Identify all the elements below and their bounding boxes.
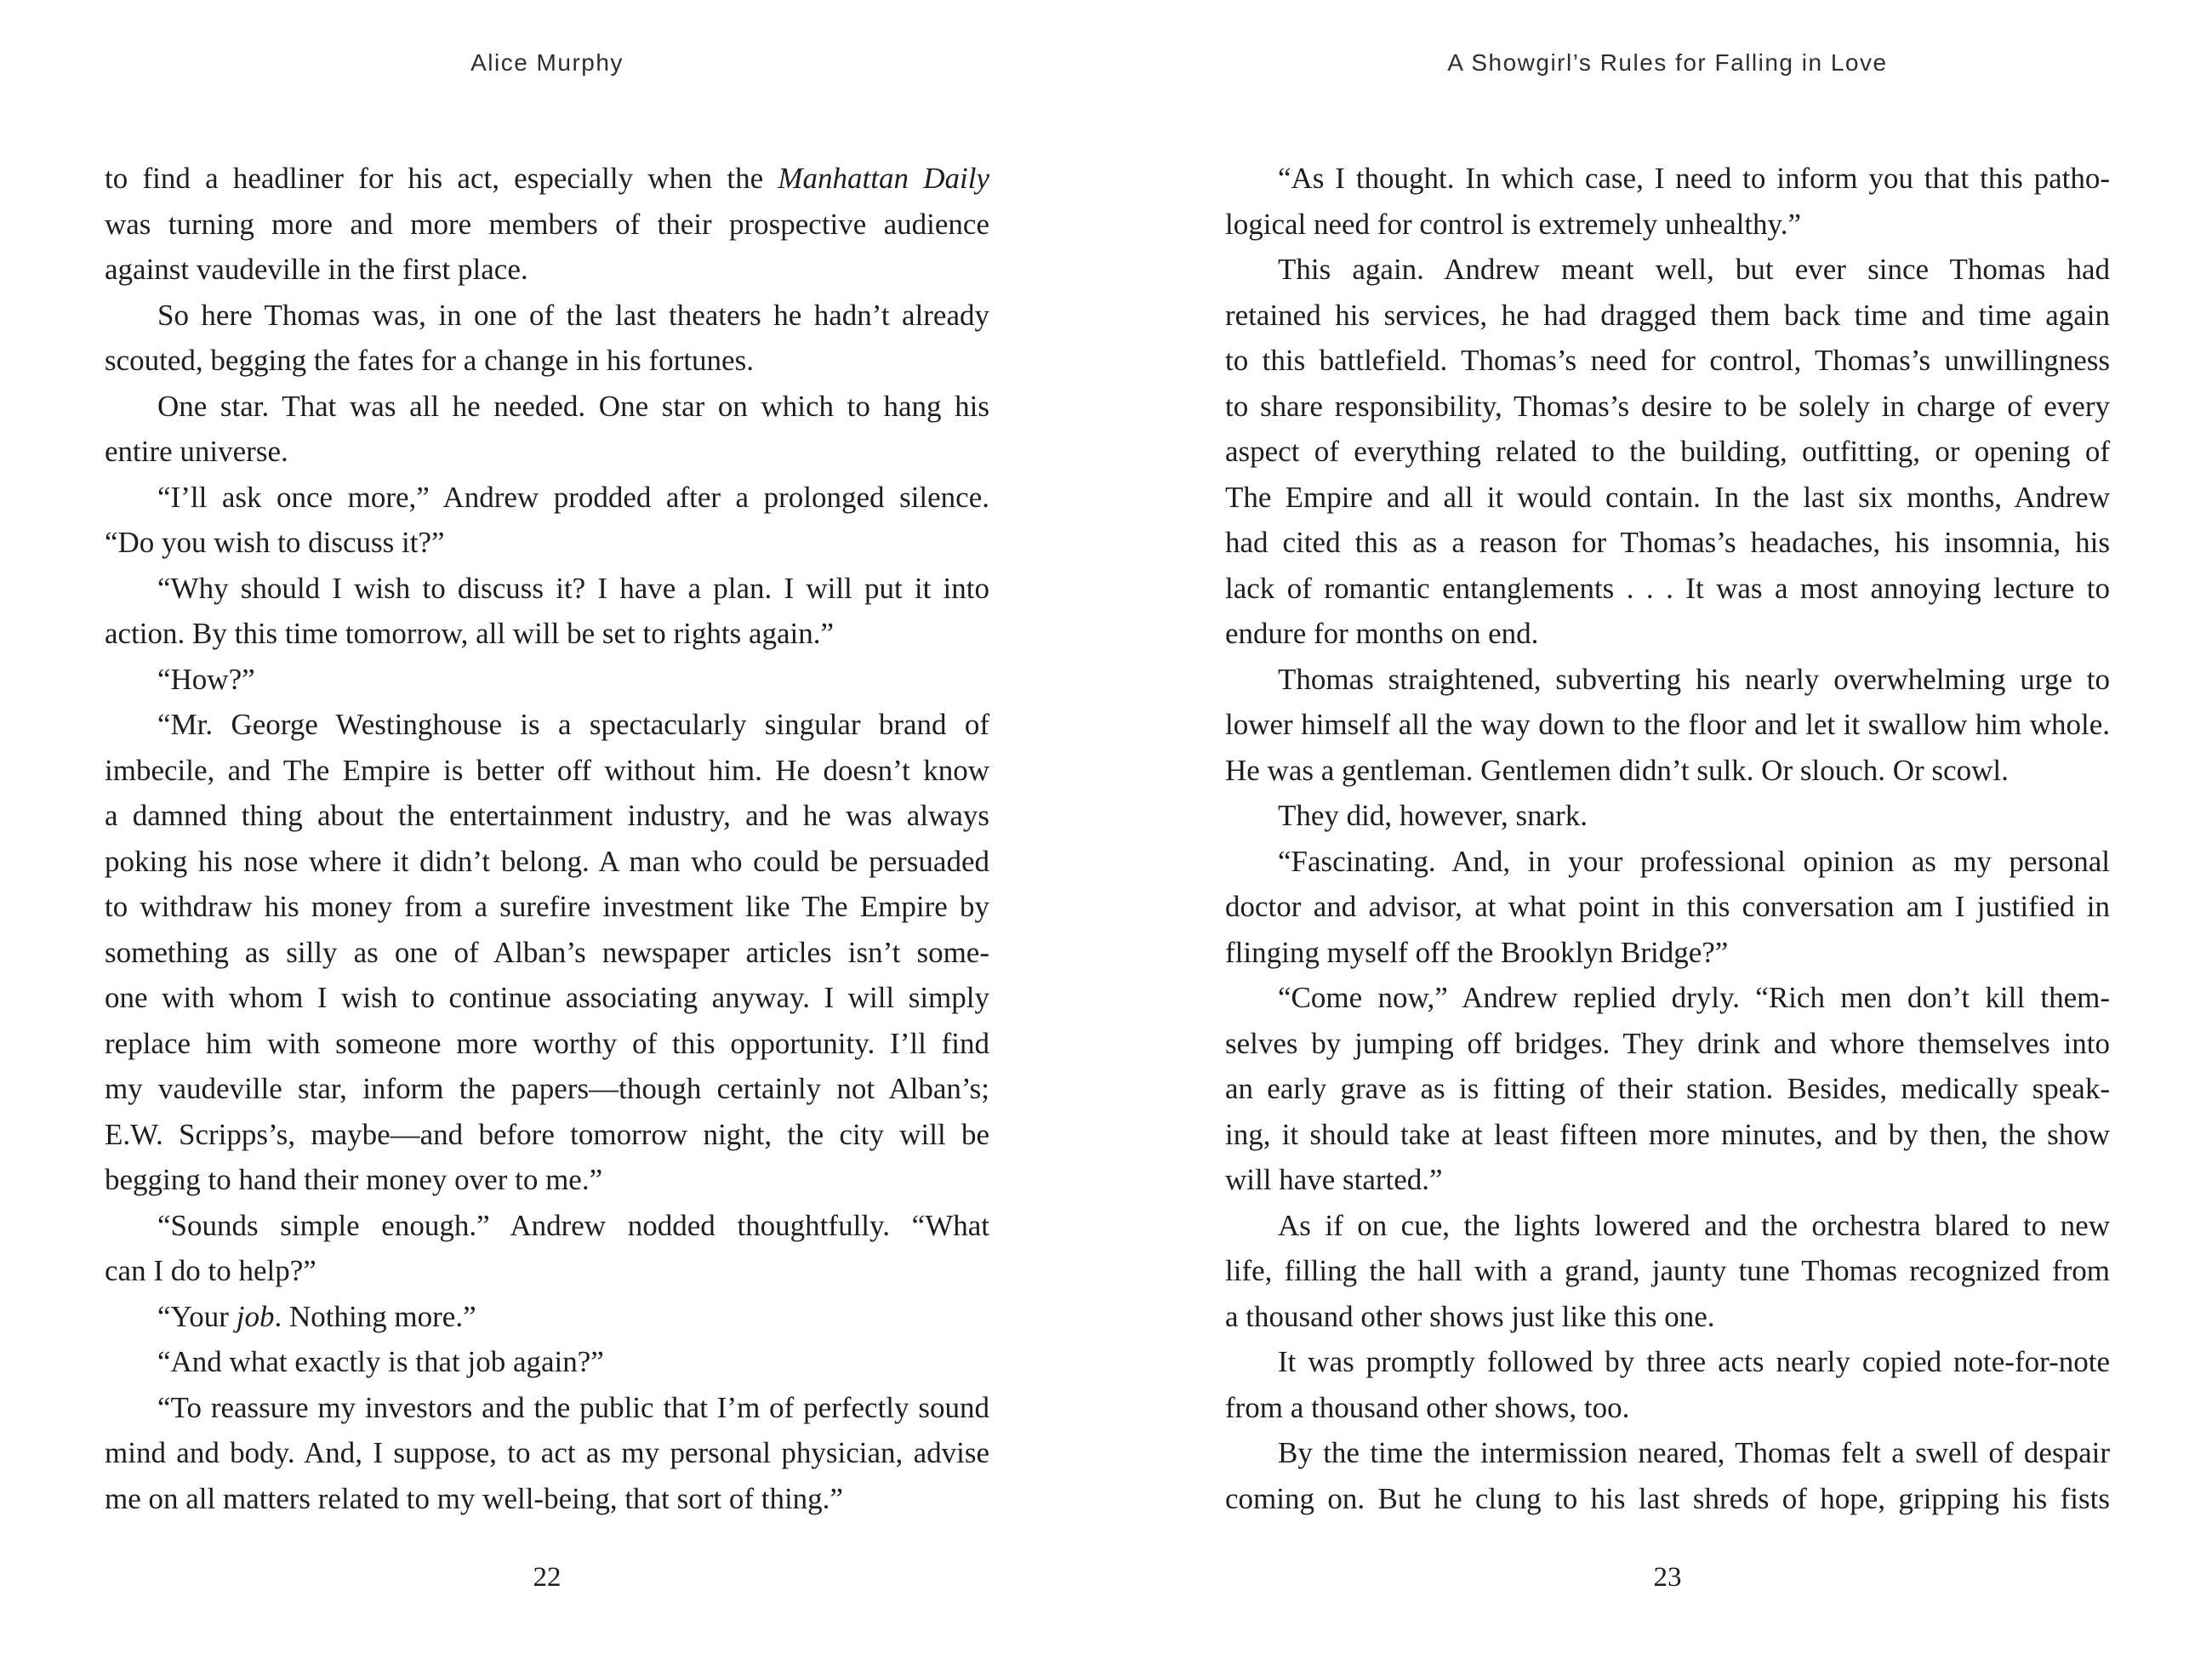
text-line: entire universe. <box>105 435 288 468</box>
text-line: one with whom I wish to continue associating anyway. I will simply <box>105 981 989 1014</box>
text-line: “Fascinating. And, in your professional opinion as my personal <box>1278 844 2110 878</box>
text-line: “As I thought. In which case, I need to inform you that this patho- <box>1278 162 2110 195</box>
text-line: “Come now,” Andrew replied dryly. “Rich men don’t kill them- <box>1278 981 2110 1014</box>
text-line: imbecile, and The Empire is better off without him. He doesn’t know <box>105 753 989 787</box>
text-line: to withdraw his money from a surefire investment like The Empire by <box>105 890 989 923</box>
text-line: “Mr. George Westinghouse is a spectacularly singular brand of <box>157 708 989 741</box>
text-line: They did, however, snark. <box>1278 799 1588 832</box>
text-line: “And what exactly is that job again?” <box>157 1345 604 1378</box>
text-line: coming on. But he clung to his last shreds of hope, gripping his fists <box>1225 1481 2110 1515</box>
text-line: selves by jumping off bridges. They drink and whore themselves into <box>1225 1026 2110 1060</box>
text-line: scouted, begging the fates for a change in his fortunes. <box>105 344 754 377</box>
text-line: He was a gentleman. Gentlemen didn’t sulk. Or slouch. Or scowl. <box>1225 753 2009 787</box>
text-line: to find a headliner for his act, especially when the Manhattan Daily <box>105 162 989 195</box>
text-line: mind and body. And, I suppose, to act as my personal physician, advise <box>105 1436 989 1469</box>
text-line: One star. That was all he needed. One star on which to hang his <box>157 389 989 423</box>
text-line: ing, it should take at least fifteen more minutes, and by then, the show <box>1225 1117 2110 1151</box>
body-text-right <box>1225 156 2110 1521</box>
text-line: Thomas straightened, subverting his nearly overwhelming urge to <box>1278 662 2110 696</box>
text-line: “Do you wish to discuss it?” <box>105 526 445 559</box>
text-line: can I do to help?” <box>105 1254 316 1287</box>
text-line: It was promptly followed by three acts nearly copied note-for-note <box>1278 1345 2110 1378</box>
text-line: was turning more and more members of their prospective audience <box>105 207 989 241</box>
text-line: life, filling the hall with a grand, jaunty tune Thomas recognized from <box>1225 1254 2110 1287</box>
text-line: replace him with someone more worthy of this opportunity. I’ll find <box>105 1026 989 1060</box>
running-header-book-title: A Showgirl’s Rules for Falling in Love <box>1447 49 1888 76</box>
text-line: “To reassure my investors and the public that I’m of perfectly sound <box>157 1390 989 1424</box>
right-page <box>1225 0 2110 1659</box>
page-number-right: 23 <box>1653 1562 1682 1593</box>
text-line: a damned thing about the entertainment industry, and he was always <box>105 799 989 832</box>
text-line: “Why should I wish to discuss it? I have a plan. I will put it into <box>157 571 989 605</box>
text-line: doctor and advisor, at what point in this conversation am I justified in <box>1225 890 2110 923</box>
text-line: E.W. Scripps’s, maybe—and before tomorrow night, the city will be <box>105 1117 989 1151</box>
text-line: something as silly as one of Alban’s newspaper articles isn’t some- <box>105 935 989 969</box>
text-line: “I’ll ask once more,” Andrew prodded after a prolonged silence. <box>157 480 989 514</box>
text-line: “Sounds simple enough.” Andrew nodded thoughtfully. “What <box>157 1208 989 1242</box>
left-page <box>105 0 989 1659</box>
text-line: So here Thomas was, in one of the last theaters he hadn’t already <box>157 298 989 332</box>
text-line: retained his services, he had dragged them back time and time again <box>1225 298 2110 332</box>
text-line: The Empire and all it would contain. In the last six months, Andrew <box>1225 480 2110 514</box>
text-line: flinging myself off the Brooklyn Bridge?” <box>1225 935 1729 969</box>
text-line: This again. Andrew meant well, but ever since Thomas had <box>1278 253 2110 286</box>
text-line: aspect of everything related to the building, outfitting, or opening of <box>1225 435 2110 468</box>
text-line: lower himself all the way down to the floor and let it swallow him whole. <box>1225 708 2110 741</box>
text-line: As if on cue, the lights lowered and the orchestra blared to new <box>1278 1208 2110 1242</box>
text-line: “How?” <box>157 662 255 696</box>
text-line: had cited this as a reason for Thomas’s headaches, his insomnia, his <box>1225 526 2110 559</box>
text-line: “Your job. Nothing more.” <box>157 1299 476 1333</box>
running-header-author: Alice Murphy <box>470 49 624 76</box>
text-line: action. By this time tomorrow, all will be set to rights again.” <box>105 617 835 650</box>
text-line: an early grave as is fitting of their station. Besides, medically speak- <box>1225 1072 2110 1105</box>
text-line: poking his nose where it didn’t belong. A man who could be persuaded <box>105 844 989 878</box>
page-number-left: 22 <box>533 1562 562 1593</box>
text-line: against vaudeville in the first place. <box>105 253 528 286</box>
text-line: from a thousand other shows, too. <box>1225 1390 1630 1424</box>
text-line: a thousand other shows just like this one. <box>1225 1299 1715 1333</box>
text-line: will have started.” <box>1225 1163 1443 1196</box>
text-line: logical need for control is extremely unhealthy.” <box>1225 207 1802 241</box>
text-line: begging to hand their money over to me.” <box>105 1163 603 1196</box>
text-line: lack of romantic entanglements . . . It was a most annoying lecture to <box>1225 571 2110 605</box>
text-line: By the time the intermission neared, Thomas felt a swell of despair <box>1278 1436 2110 1469</box>
text-line: to this battlefield. Thomas’s need for control, Thomas’s unwillingness <box>1225 344 2110 377</box>
text-line: endure for months on end. <box>1225 617 1539 650</box>
text-line: to share responsibility, Thomas’s desire to be solely in charge of every <box>1225 389 2110 423</box>
text-line: my vaudeville star, inform the papers—though certainly not Alban’s; <box>105 1072 989 1105</box>
text-line: me on all matters related to my well-being, that sort of thing.” <box>105 1481 843 1515</box>
body-text-left <box>105 156 989 1521</box>
